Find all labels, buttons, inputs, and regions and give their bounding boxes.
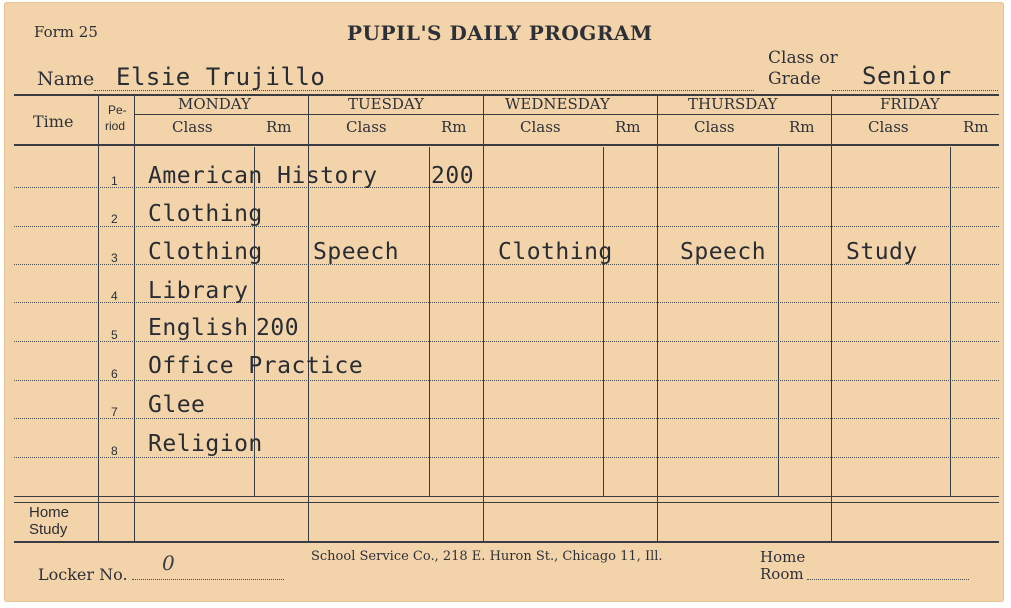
class-header-tuesday: Class: [346, 118, 387, 136]
period-number: 2: [111, 212, 118, 226]
periods-bottom-rule: [14, 496, 999, 497]
monday-room-period-5: 200: [256, 315, 300, 341]
period-header-line2: riod: [105, 119, 126, 133]
locker-label: Locker No.: [38, 565, 128, 584]
row-rule: [14, 380, 999, 381]
monday-class-period-2: Clothing: [148, 201, 263, 227]
room-header-tuesday: Rm: [441, 118, 467, 136]
class-header-wednesday: Class: [520, 118, 561, 136]
class-header-friday: Class: [868, 118, 909, 136]
grade-label-line2: Grade: [768, 69, 821, 89]
room-divider: [778, 147, 779, 497]
home-room-label-line1: Home: [760, 548, 806, 566]
locker-underline: [132, 579, 284, 580]
name-label: Name: [37, 68, 95, 90]
page-title: PUPIL'S DAILY PROGRAM: [347, 21, 653, 45]
table-bottom-rule: [14, 541, 999, 543]
period-number: 1: [111, 174, 118, 188]
grade-label-line1: Class or: [768, 48, 838, 68]
form-number: Form 25: [34, 23, 98, 41]
tuesday-class-period-3: Speech: [313, 239, 400, 265]
publisher-line: School Service Co., 218 E. Huron St., Chicago 11, Ill.: [311, 549, 663, 564]
monday-class-period-6: Office Practice: [148, 353, 364, 379]
time-column-divider: [98, 94, 99, 541]
room-header-thursday: Rm: [789, 118, 815, 136]
day-divider: [308, 94, 309, 541]
day-header-wednesday: WEDNESDAY: [505, 95, 610, 113]
day-subheader-rule: [135, 114, 999, 115]
monday-class-period-7: Glee: [148, 392, 206, 418]
monday-class-period-1: American History: [148, 163, 378, 189]
period-number: 8: [111, 444, 118, 458]
home-study-label-line2: Study: [29, 521, 68, 538]
period-column-divider: [134, 94, 135, 541]
monday-room-period-1: 200: [431, 163, 475, 189]
room-divider: [429, 147, 430, 497]
day-divider: [483, 94, 484, 541]
monday-class-period-3: Clothing: [148, 239, 263, 265]
period-number: 3: [111, 251, 118, 265]
day-header-tuesday: TUESDAY: [348, 95, 425, 113]
friday-class-period-3: Study: [846, 239, 918, 265]
home-study-top-rule: [14, 502, 999, 503]
day-divider: [657, 94, 658, 541]
class-header-monday: Class: [172, 118, 213, 136]
monday-class-period-4: Library: [148, 278, 249, 304]
day-header-friday: FRIDAY: [880, 95, 940, 113]
room-header-monday: Rm: [266, 118, 292, 136]
day-header-thursday: THURSDAY: [688, 95, 778, 113]
grade-value: Senior: [862, 62, 952, 90]
program-card: [4, 2, 1004, 602]
row-rule: [14, 341, 999, 342]
row-rule: [14, 418, 999, 419]
wednesday-class-period-3: Clothing: [498, 239, 613, 265]
grade-underline: [832, 90, 998, 91]
day-header-monday: MONDAY: [178, 95, 251, 113]
home-room-underline: [807, 579, 969, 580]
period-header-line1: Pe-: [108, 103, 127, 117]
period-number: 5: [111, 328, 118, 342]
period-number: 7: [111, 405, 118, 419]
room-header-friday: Rm: [963, 118, 989, 136]
time-header: Time: [33, 112, 74, 131]
period-number: 4: [111, 289, 118, 303]
period-number: 6: [111, 367, 118, 381]
day-divider: [831, 94, 832, 541]
home-study-label-line1: Home: [29, 504, 70, 521]
home-room-label-line2: Room: [760, 565, 804, 583]
name-value: Elsie Trujillo: [116, 63, 326, 91]
row-rule: [14, 457, 999, 458]
locker-value: 0: [162, 551, 175, 575]
room-header-wednesday: Rm: [615, 118, 641, 136]
class-header-thursday: Class: [694, 118, 735, 136]
thursday-class-period-3: Speech: [680, 239, 767, 265]
room-divider: [603, 147, 604, 497]
monday-class-period-8: Religion: [148, 431, 263, 457]
header-bottom-rule: [14, 144, 999, 146]
monday-class-period-5: English: [148, 315, 249, 341]
room-divider: [950, 147, 951, 497]
